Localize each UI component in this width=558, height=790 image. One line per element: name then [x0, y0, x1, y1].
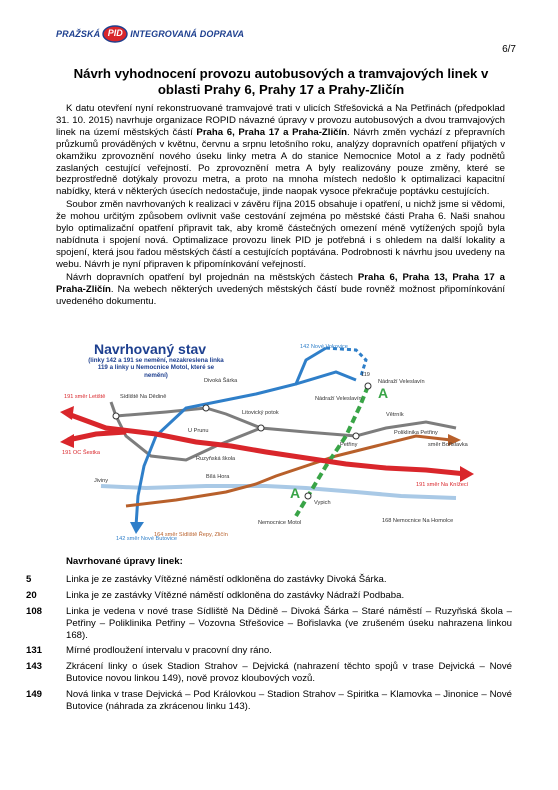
page-header [56, 20, 516, 55]
map-label-nadrazi: Nádraží Veleslavín [378, 379, 425, 385]
change-text: Mírné prodloužení intervalu v pracovní dny ráno. [66, 645, 272, 657]
route-map [56, 336, 508, 542]
change-item [22, 606, 512, 642]
paragraph-1: K datu otevření nyní rekonstruované tramvajové trati v ulicích Střešovická a Na Petřinách (předpoklad 31. 10. 2015) navrhuje organizace ROPID návazné úpravy v provozu autobusových a dvou tramvajových linek na území městských částí Praha 6, Praha 17 a Praha-Zličín. Návrh změn vychází z přepravních průzkumů prováděných v květnu, červnu a srpnu letošního roku, analýzy dopravních opatření přijatých v okamžiku zprovoznění nového úseku linky metra A do stanice Nemocnice Motol a z řady podnětů zaslaných cestující veřejností. Po zprovoznění metra A byly realizovány pouze změny, které se bezprostředně dotýkaly provozu metra, a proto na mnoha místech nedošlo k optimalizaci kapacitní nabídky, která v některých úsecích nedostačuje, jinde naopak vysoce překračuje poptávku cestujících. [56, 103, 505, 198]
map-title: Navrhovaný stav [94, 341, 207, 357]
change-line-number: 20 [26, 589, 37, 601]
map-label-litovicky: Litovický potok [242, 410, 279, 416]
changes-section [22, 556, 512, 717]
map-label-vypich: Vypich [314, 500, 331, 506]
map-label-nadrazi-num: 119 [361, 372, 370, 378]
map-label-knizeci: 191 směr Na Knížecí [416, 482, 469, 488]
metro-a-label-top: A [378, 385, 389, 401]
paragraph-2: Soubor změn navrhovaných k realizaci v závěru října 2015 obsahuje i opatření, u nichž jsme si vědomi, že mohou určitým způsobem ovlivnit vaše cestování zejména po městské části Praha 6. Naši snahou bylo optimalizační opatření připravit tak, aby kromě částečných omezení méně vytížených spojů byla nabídnuta i spojení nová. Optimalizace provozu linek PID je potřebná i s ohledem na další lokality a spojení, která jsou řadou městských částí a cestujících poptávána. Podrobnosti k návrhu jsou uvedeny na webu. Návrh je nyní připraven k připomínkování veřejností. [56, 199, 505, 270]
map-label-borislavka: směr Bořislavka [428, 442, 468, 448]
map-label-nove-butovice: 142 směr Nové Butovice [116, 536, 177, 542]
map-label-vetrnik: Větrník [386, 412, 404, 418]
change-line-number: 108 [26, 605, 43, 617]
map-label-jiviny: Jiviny [94, 478, 108, 484]
logo-right-text: INTEGROVANÁ DOPRAVA [130, 29, 245, 39]
change-text: Linka je ze zastávky Vítězné náměstí odkloněna do zastávky Nádraží Podbaba. [66, 589, 405, 601]
map-label-veleslavin: Nádraží Veleslavín [315, 396, 362, 402]
metro-a-label-bottom: A [290, 485, 301, 501]
changes-title: Navrhované úpravy linek: [66, 556, 183, 567]
map-label-homolka: 168 Nemocnice Na Homolce [382, 518, 454, 524]
change-line-number: 149 [26, 689, 43, 701]
paragraph-3: Návrh dopravních opatření byl projednán na městských částech Praha 6, Praha 13, Praha 17 a Praha-Zličín. Na webech některých uvedených městských částí bude rovněž možnost připomínkování uvedeného dokumentu. [56, 271, 505, 307]
change-item [22, 689, 512, 713]
route-map-graphic [56, 336, 508, 542]
pid-logo-badge-icon [102, 25, 128, 43]
map-label-nemocnice: Nemocnice Motol [258, 520, 302, 526]
map-label-repy-zlicin: 164 směr Sídliště Řepy, Zličín [154, 532, 228, 538]
map-label-divoka: Divoká Šárka [204, 378, 238, 384]
change-item [22, 645, 512, 657]
logo-left-text: PRAŽSKÁ [56, 29, 101, 39]
change-item [22, 661, 512, 685]
change-item [22, 590, 512, 602]
intro-text [56, 103, 505, 308]
map-label-vokovice: 142 Nové Vokovice [300, 344, 348, 350]
pid-logo [56, 20, 244, 48]
map-label-petriny: Petřiny [340, 442, 358, 448]
change-line-number: 131 [26, 645, 43, 657]
logo-badge-text: PID [107, 28, 123, 38]
change-text: Linka je ze zastávky Vítězné náměstí odkloněna do zastávky Divoká Šárka. [66, 573, 387, 585]
map-label-ruzynska: Ruzyňská škola [196, 456, 236, 462]
change-text: Nová linka v trase Dejvická – Pod Královkou – Stadion Strahov – Spiritka – Klamovka – Jinonice – Nové Butovice (náhrada za zkrácenou linku 143). [66, 689, 512, 713]
change-item [22, 574, 512, 586]
map-label-oc-sestka: 191 OC Šestka [62, 450, 100, 456]
map-label-poliklinika: Poliklinika Petřiny [394, 430, 438, 436]
page-number: 6/7 [502, 44, 516, 55]
map-label-letiste: 191 směr Letiště [64, 394, 106, 400]
change-text: Linka je vedena v nové trase Sídliště Na Dědině – Divoká Šárka – Staré náměstí – Ruzyňská škola – Petřiny – Poliklinika Petřiny – Vozovna Střešovice – Bořislavka (ve zrušeném úseku nahrazena linkou 168). [66, 605, 512, 641]
map-label-sidliste: Sídliště Na Dědině [120, 394, 167, 400]
change-text: Zkrácení linky o úsek Stadion Strahov – Dejvická (nahrazení těchto spojů v trase Dejvická – Nové Butovice novou linkou 149), nově provoz kloubových vozů. [66, 661, 512, 685]
change-line-number: 5 [26, 573, 32, 585]
page-title: Návrh vyhodnocení provozu autobusových a tramvajových linek v oblasti Prahy 6, Prahy 17 a Prahy-Zličín [73, 66, 489, 97]
change-line-number: 143 [26, 661, 43, 673]
map-label-bila-hora: Bílá Hora [206, 474, 230, 480]
map-label-u-prunu: U Prunu [188, 428, 209, 434]
map-note: (linky 142 a 191 se nemění, nezakreslena linka 119 a linky u Nemocnice Motol, které se nemění) [88, 357, 224, 379]
